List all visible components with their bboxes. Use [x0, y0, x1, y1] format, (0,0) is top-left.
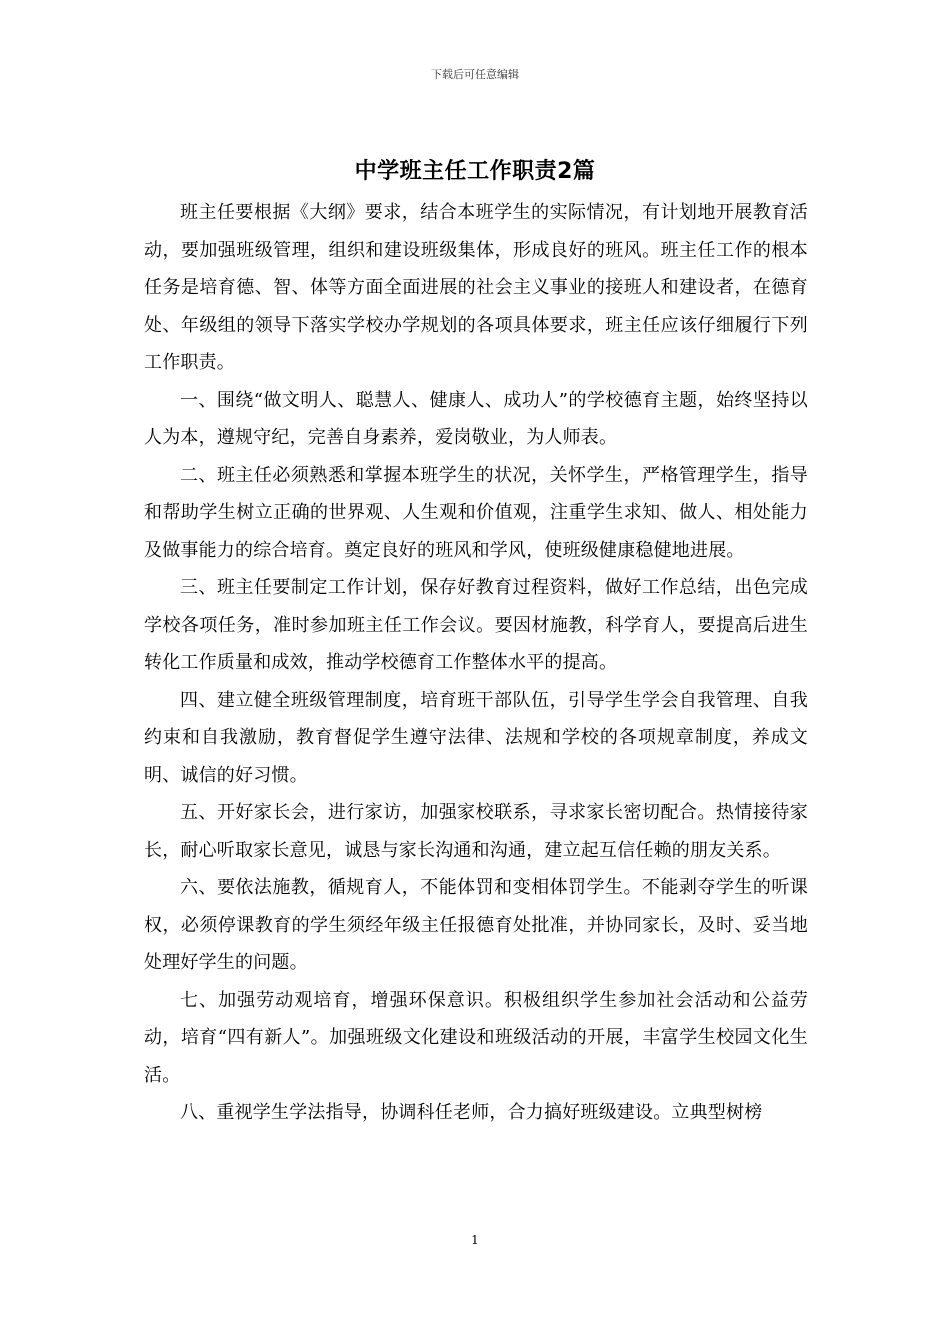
- paragraph-item-1: 一、围绕“做文明人、聪慧人、健康人、成功人”的学校德育主题，始终坚持以人为本，遵规守纪，完善自身素养，爱岗敬业，为人师表。: [144, 389, 808, 448]
- document-title: 中学班主任工作职责2篇: [354, 159, 596, 184]
- paragraph-item-5: 五、开好家长会，进行家访，加强家校联系，寻求家长密切配合。热情接待家长，耐心听取家长意见，诚恳与家长沟通和沟通，建立起互信任赖的朋友关系。: [144, 802, 808, 861]
- paragraph-item-2: 二、班主任必须熟悉和掌握本班学生的状况，关怀学生，严格管理学生，指导和帮助学生树立正确的世界观、人生观和价值观，注重学生求知、做人、相处能力及做事能力的综合培育。奠定良好的班风和学风，使班级健康稳健地进展。: [144, 464, 808, 561]
- paragraph-item-7: 七、加强劳动观培育，增强环保意识。积极组织学生参加社会活动和公益劳动，培育“四有新人”。加强班级文化建设和班级活动的开展，丰富学生校园文化生活。: [144, 989, 808, 1086]
- document-body: [144, 194, 808, 1132]
- paragraph-intro: 班主任要根据《大纲》要求，结合本班学生的实际情况，有计划地开展教育活动，要加强班级管理，组织和建设班级集体，形成良好的班风。班主任工作的根本任务是培育德、智、体等方面全面进展的社会主义事业的接班人和建设者，在德育处、年级组的领导下落实学校办学规划的各项具体要求，班主任应该仔细履行下列工作职责。: [144, 202, 808, 373]
- page-number: 1: [471, 1233, 479, 1247]
- paragraph-item-8: 八、重视学生学法指导，协调科任老师，合力搞好班级建设。立典型树榜: [180, 1102, 763, 1123]
- paragraph-item-4: 四、建立健全班级管理制度，培育班干部队伍，引导学生学会自我管理、自我约束和自我激励，教育督促学生遵守法律、法规和学校的各项规章制度，养成文明、诚信的好习惯。: [144, 689, 808, 786]
- paragraph-item-6: 六、要依法施教，循规育人，不能体罚和变相体罚学生。不能剥夺学生的听课权，必须停课教育的学生须经年级主任报德育处批准，并协同家长，及时、妥当地处理好学生的问题。: [144, 877, 808, 973]
- header-note: 下载后可任意编辑: [431, 68, 519, 81]
- paragraph-item-3: 三、班主任要制定工作计划，保存好教育过程资料，做好工作总结，出色完成学校各项任务，准时参加班主任工作会议。要因材施教，科学育人，要提高后进生转化工作质量和成效，推动学校德育工作整体水平的提高。: [144, 577, 808, 673]
